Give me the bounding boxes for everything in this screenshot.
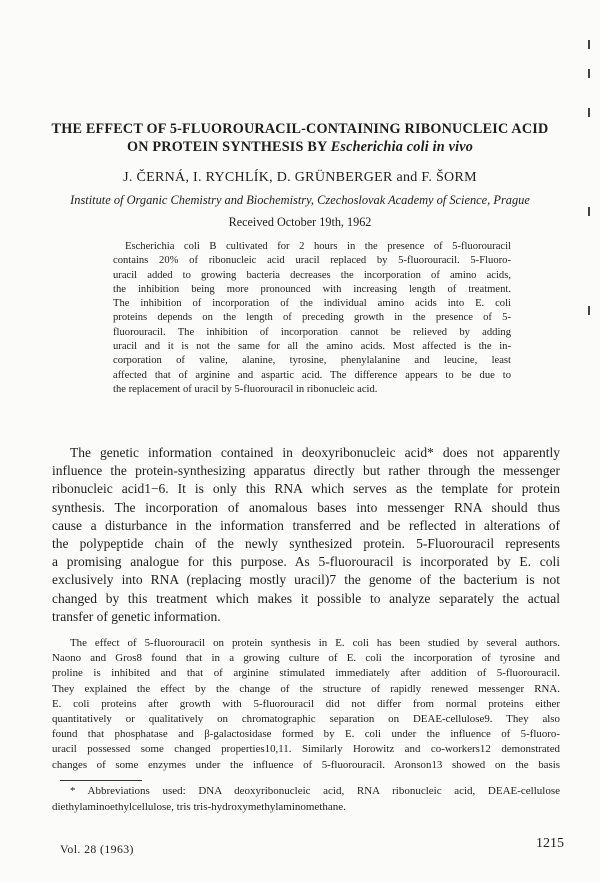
- text-line: changes of some enzymes under the influence of 5-fluorouracil. Aronson13 showed on the basis: [52, 758, 560, 771]
- text-line: quantitatively or qualitatively on chromatographic separation on DEAE-cellulose9. They also: [52, 713, 560, 726]
- abstract-line: contains 20% of ribonucleic acid uracil replaced by 5-fluorouracil. 5-Fluoro-: [113, 255, 511, 267]
- institute: Institute of Organic Chemistry and Biochemistry, Czechoslovak Academy of Science, Prague: [70, 193, 530, 207]
- authors: J. ČERNÁ, I. RYCHLÍK, D. GRÜNBERGER and F. ŠORM: [123, 170, 477, 185]
- title-species: Escherichia coli in vivo: [330, 139, 474, 155]
- received-date: Received October 19th, 1962: [228, 215, 372, 229]
- text-line: ribonucleic acid1−6. It is only this RNA which serves as the template for protein: [52, 481, 560, 497]
- text-line: cause a disturbance in the information transferred and be reflected in alterations of: [52, 517, 560, 533]
- abstract-line: the replacement of uracil by 5-fluorouracil in ribonucleic acid.: [113, 383, 378, 395]
- footnote-line: * Abbreviations used: DNA deoxyribonucleic acid, RNA ribonucleic acid, DEAE-cellulose: [70, 785, 560, 797]
- text-line: E. coli proteins after growth with 5-fluorouracil did not differ from normal proteins either: [52, 697, 560, 710]
- footnote: [52, 784, 560, 815]
- journal-volume: Vol. 28 (1963): [60, 842, 134, 856]
- text-line: influence the protein-synthesizing apparatus directly but rather through the messenger: [52, 463, 560, 479]
- abstract-line: corporation of valine, alanine, tyrosine, phenylalanine and leucine, least: [113, 355, 511, 367]
- text-line: The genetic information contained in deoxyribonucleic acid* does not apparently: [70, 445, 560, 460]
- abstract-line: The inhibition of incorporation of the individual amino acids into E. coli: [113, 298, 511, 310]
- abstract-line: proteins depends on the length of preceding growth in the presence of 5-: [113, 312, 511, 324]
- abstract-line: fluorouracil. The inhibition of incorporation cannot be relieved by adding: [113, 326, 511, 338]
- article-title-line-1: THE EFFECT OF 5-FLUOROURACIL-CONTAINING RIBONUCLEIC ACID: [51, 121, 549, 137]
- text-line: transfer of genetic information.: [52, 608, 221, 624]
- text-line: found that phosphatase and β-galactosidase formed by E. coli under the influence of 5-fluoro-: [52, 728, 560, 741]
- text-line: exclusively into RNA (replacing mostly uracil)7 the genome of the bacterium is not: [52, 572, 560, 588]
- abstract: [113, 240, 511, 397]
- text-line: a promising analogue for this purpose. As 5-fluorouracil is incorporated by E. coli: [52, 554, 560, 570]
- abstract-line: the inhibition being more pronounced with increasing length of treatment.: [113, 283, 511, 295]
- text-line: changed by this treatment which makes it possible to analyze separately the actual: [52, 590, 560, 606]
- paragraph-2: [52, 636, 560, 773]
- text-line: the polypeptide chain of the newly synthesized protein. 5-Fluorouracil represents: [52, 536, 560, 552]
- article-title-line-2: [40, 138, 560, 157]
- text-line: uracil possessed some changed properties10,11. Similarly Horowitz and co-workers12 demonstrated: [52, 743, 560, 756]
- footnote-rule: [60, 780, 142, 781]
- title-prefix: ON PROTEIN SYNTHESIS BY: [126, 139, 331, 155]
- footnote-line: diethylaminoethylcellulose, tris tris-hydroxymethylaminomethane.: [52, 800, 346, 813]
- paragraph-1: [52, 444, 560, 626]
- text-line: They explained the effect by the change of the structure of rapidly renewed messenger RNA.: [52, 682, 560, 695]
- abstract-line: uracil added to growing bacteria decreases the incorporation of amino acids,: [113, 269, 511, 281]
- text-line: proline is inhibited and that of arginine stimulated immediately after addition of 5-fluorouracil.: [52, 667, 560, 680]
- text-line: Naono and Gros8 found that in a growing culture of E. coli the incorporation of tyrosine and: [52, 652, 560, 665]
- abstract-line: Escherichia coli B cultivated for 2 hours in the presence of 5-fluorouracil: [125, 241, 511, 252]
- page-number: 1215: [536, 836, 564, 851]
- abstract-line: uracil and it is not the same for all the amino acids. Most affected is the in-: [113, 341, 511, 353]
- text-line: synthesis. The incorporation of anomalous bases into messenger RNA should thus: [52, 499, 560, 515]
- margin-marks: [586, 40, 592, 315]
- text-line: The effect of 5-fluorouracil on protein synthesis in E. coli has been studied by several authors.: [70, 637, 560, 649]
- abstract-line: affected that of arginine and aspartic acid. The difference appears to be due to: [113, 369, 511, 381]
